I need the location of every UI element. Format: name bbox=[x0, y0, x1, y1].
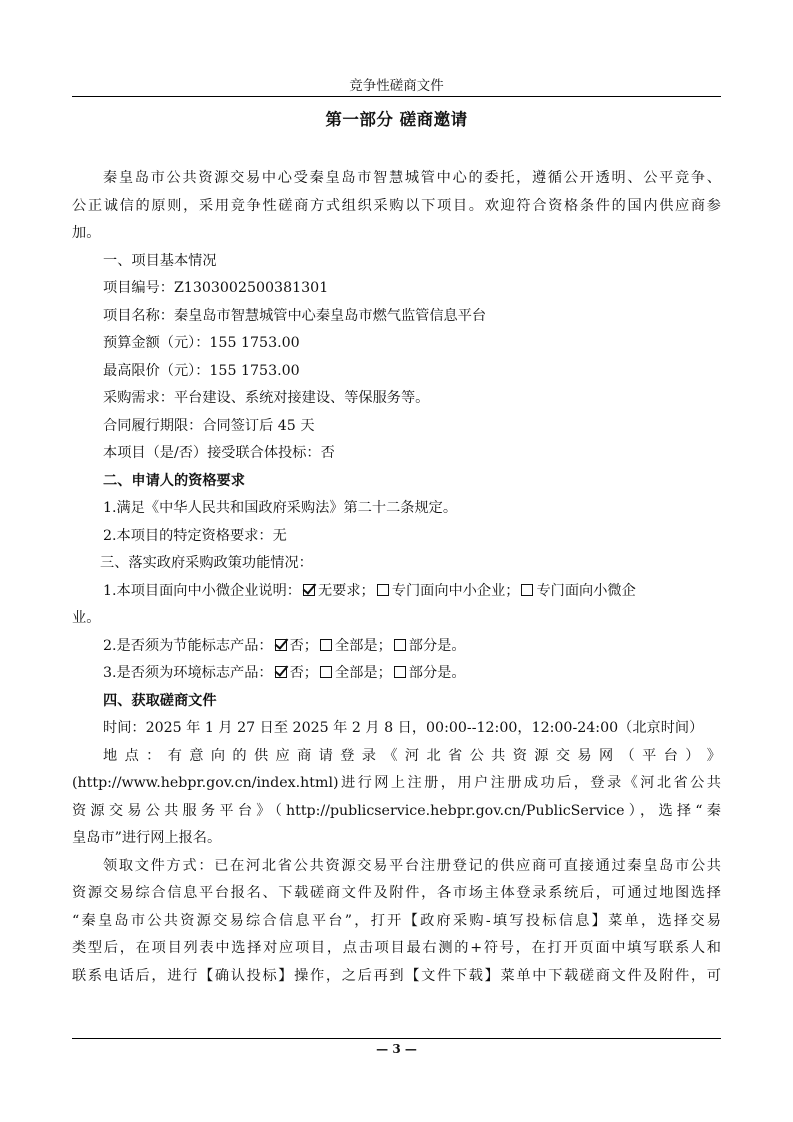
option-sme-only: 专门面向中小企业； bbox=[391, 582, 520, 599]
document-body bbox=[72, 165, 721, 990]
running-header: 竞争性磋商文件 bbox=[349, 78, 444, 94]
sme-policy-line bbox=[72, 578, 721, 606]
empty-checkbox-icon bbox=[320, 666, 332, 678]
option-no: 否； bbox=[289, 665, 318, 681]
option-all: 全部是； bbox=[335, 665, 392, 681]
qualification-item: 1.满足《中华人民共和国政府采购法》第二十二条规定。 bbox=[103, 500, 458, 516]
option-no-requirement: 无要求； bbox=[317, 582, 375, 599]
empty-checkbox-icon bbox=[377, 584, 389, 596]
option-all: 全部是； bbox=[335, 637, 392, 654]
sme-policy-label: 1.本项目面向中小微企业说明： bbox=[103, 582, 301, 599]
intro-line: 秦皇岛市公共资源交易中心受秦皇岛市智慧城管中心的委托，遵循公开透明、公平竞争、 bbox=[103, 170, 721, 186]
project-number: 项目编号：Z1303002500381301 bbox=[103, 280, 329, 296]
acquisition-method: 类型后，在项目列表中选择对应项目，点击项目最右测的+符号，在打开页面中填写联系人和 bbox=[72, 940, 721, 956]
checked-checkbox-icon bbox=[275, 666, 287, 678]
acquisition-method: 领取文件方式：已在河北省公共资源交易平台注册登记的供应商可直接通过秦皇岛市公共 bbox=[103, 857, 721, 874]
header-rule bbox=[72, 96, 721, 97]
section4-heading: 四、获取磋商文件 bbox=[103, 692, 217, 709]
checked-checkbox-icon bbox=[303, 584, 315, 596]
empty-checkbox-icon bbox=[394, 639, 406, 651]
option-partial: 部分是。 bbox=[408, 665, 466, 681]
env-label-question: 3.是否须为环境标志产品： bbox=[103, 665, 273, 681]
section1-heading: 一、项目基本情况 bbox=[103, 252, 217, 269]
acquisition-method: 资源交易综合信息平台报名、下载磋商文件及附件，各市场主体登录系统后，可通过地图选择 bbox=[72, 885, 721, 901]
acquisition-place: 资源交易公共服务平台》（http://publicservice.hebpr.gov.cn/PublicService），选择“秦 bbox=[72, 802, 721, 819]
empty-checkbox-icon bbox=[521, 584, 533, 596]
acquisition-method: “秦皇岛市公共资源交易综合信息平台”，打开【政府采购-填写投标信息】菜单，选择交易 bbox=[72, 912, 721, 929]
section2-heading: 二、申请人的资格要求 bbox=[103, 472, 245, 489]
acquisition-time: 时间：2025 年 1 月 27 日至 2025 年 2 月 8 日，00:00--12:00，12:00-24:00（北京时间） bbox=[103, 720, 704, 736]
contract-period: 合同履行期限：合同签订后 45 天 bbox=[103, 417, 315, 434]
part-title: 第一部分 磋商邀请 bbox=[325, 110, 468, 129]
env-label-line bbox=[72, 660, 721, 688]
intro-line: 加。 bbox=[72, 225, 101, 241]
option-small-micro-only: 专门面向小微企 bbox=[536, 582, 636, 599]
acquisition-method: 联系电话后，进行【确认投标】操作，之后再到【文件下载】菜单中下载磋商文件及附件，可 bbox=[72, 967, 721, 984]
procurement-requirement: 采购需求：平台建设、系统对接建设、等保服务等。 bbox=[103, 390, 430, 406]
option-no: 否； bbox=[289, 637, 318, 654]
consortium-bidding: 本项目（是/否）接受联合体投标：否 bbox=[103, 445, 335, 461]
energy-label-line bbox=[72, 633, 721, 661]
empty-checkbox-icon bbox=[394, 666, 406, 678]
option-partial: 部分是。 bbox=[408, 637, 466, 654]
project-name: 项目名称：秦皇岛市智慧城管中心秦皇岛市燃气监管信息平台 bbox=[103, 307, 487, 324]
acquisition-place: (http://www.hebpr.gov.cn/index.html)进行网上注册，用户注册成功后，登录《河北省公共 bbox=[72, 775, 721, 791]
empty-checkbox-icon bbox=[320, 639, 332, 651]
footer-rule bbox=[72, 1038, 721, 1039]
energy-label-question: 2.是否须为节能标志产品： bbox=[103, 637, 273, 654]
section3-heading: 三、落实政府采购政策功能情况： bbox=[100, 555, 313, 571]
checked-checkbox-icon bbox=[275, 639, 287, 651]
qualification-item: 2.本项目的特定资格要求：无 bbox=[103, 527, 287, 544]
acquisition-place: 皇岛市”进行网上报名。 bbox=[72, 830, 222, 846]
budget-amount: 预算金额（元）：155 1753.00 bbox=[103, 335, 300, 351]
max-price: 最高限价（元）：155 1753.00 bbox=[103, 362, 300, 379]
page-number: — 3 — bbox=[376, 1042, 417, 1056]
sme-policy-continuation: 业。 bbox=[72, 610, 101, 626]
intro-line: 公正诚信的原则，采用竞争性磋商方式组织采购以下项目。欢迎符合资格条件的国内供应商参 bbox=[72, 197, 721, 214]
acquisition-place: 地 点 ： 有 意 向 的 供 应 商 请 登 录 《 河 北 省 公 共 资 源 交 易 网 （ 平 台 ） 》 bbox=[103, 747, 721, 764]
